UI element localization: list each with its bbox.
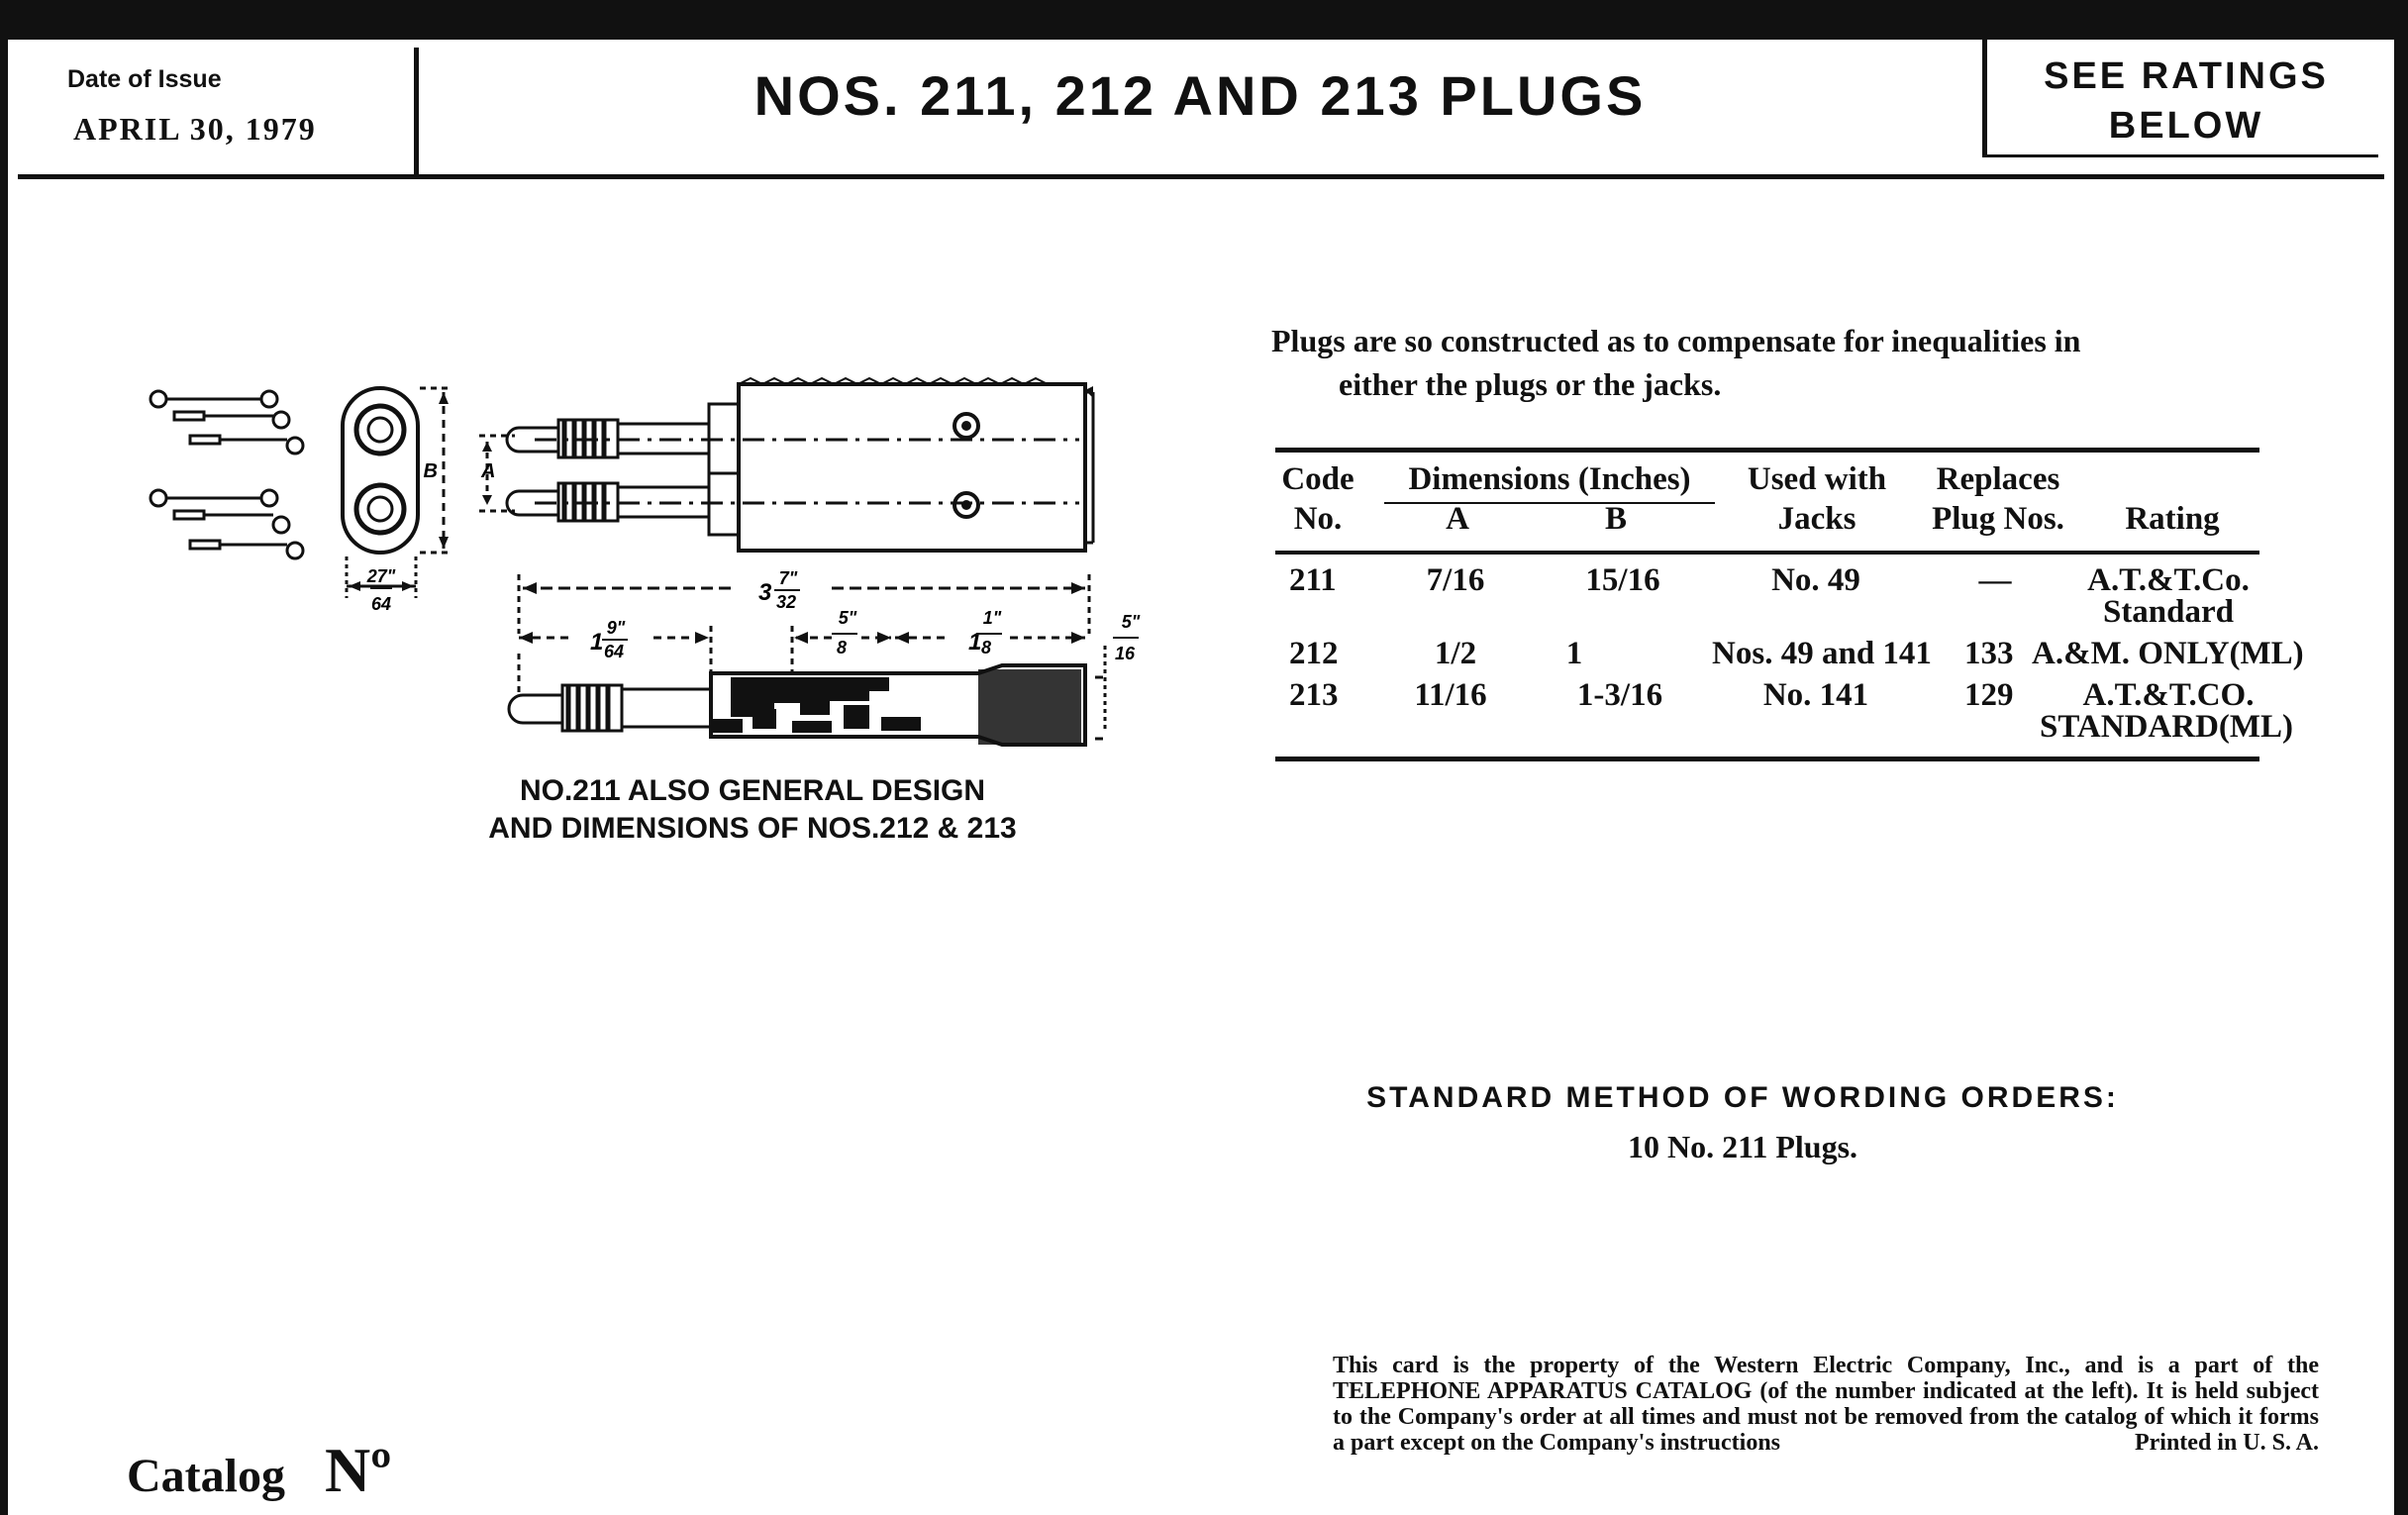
drawing-caption (436, 772, 1069, 848)
scan-border-right (2394, 0, 2408, 1515)
dim-seg1-whole: 1 (590, 629, 604, 656)
row-211-b: 15/16 (1585, 562, 1660, 598)
date-of-issue-value: APRIL 30, 1979 (73, 111, 317, 147)
dim-seg1-den: 64 (603, 642, 625, 661)
ordering-example: 10 No. 211 Plugs. (1627, 1129, 1858, 1164)
ordering-heading: STANDARD METHOD OF WORDING ORDERS: (1366, 1081, 2119, 1114)
row-213-a: 11/16 (1414, 677, 1487, 713)
header-divider-right (1982, 40, 1987, 156)
intro-line-1: Plugs are so constructed as to compensate for inequalities in (1271, 323, 2081, 358)
row-212-replaces: 133 (1964, 636, 2014, 671)
header-code-2: No. (1293, 501, 1343, 537)
row-212-b: 1 (1565, 636, 1583, 671)
row-213-b: 1-3/16 (1576, 677, 1663, 713)
dim-seg2-num: 5" (838, 608, 857, 628)
dim-seg2-den: 8 (836, 638, 848, 657)
dim-length-whole: 3 (758, 579, 772, 606)
header-used-2: Jacks (1777, 501, 1856, 537)
intro-paragraph (1271, 319, 2281, 406)
dim-seg4-den: 16 (1114, 644, 1136, 663)
row-211-rating-2: Standard (2102, 594, 2235, 630)
dim-length-num: 7" (778, 568, 798, 588)
row-212-code: 212 (1289, 636, 1339, 671)
page-title: NOS. 211, 212 AND 213 PLUGS (753, 64, 1647, 127)
dim-label-a: A (481, 460, 496, 482)
dim-width-num: 27" (366, 566, 396, 586)
row-211-jacks: No. 49 (1771, 562, 1860, 598)
dim-width-den: 64 (370, 594, 392, 614)
dim-seg1-num: 9" (606, 618, 626, 638)
dim-seg4-num: 5" (1121, 612, 1141, 632)
dim-seg3-num: 1" (982, 608, 1002, 628)
plug-drawing (0, 0, 1188, 772)
drawing-caption-line-2: AND DIMENSIONS OF NOS.212 & 213 (488, 812, 1017, 845)
ownership-notice-text: This card is the property of the Western Electric Company, Inc., and is a part of the TELEPHONE APPARATUS CATALOG (of the number indicated at the left). It is held subject to the Company's order at all times and must not be removed from the catalog of which it forms a part except on the Company's instructions (1333, 1353, 2319, 1456)
table-bottom-rule (1275, 757, 2259, 761)
row-213-code: 213 (1289, 677, 1339, 713)
header-ratings-rule (1982, 154, 2378, 157)
row-212-a: 1/2 (1434, 636, 1477, 671)
printed-in-usa: Printed in U. S. A. (2134, 1430, 2319, 1456)
table-header-rule (1275, 551, 2259, 555)
dim-seg3-den: 8 (980, 638, 992, 657)
ratings-line-1: SEE RATINGS (2044, 55, 2329, 97)
table-top-rule (1275, 448, 2259, 453)
row-211-a: 7/16 (1426, 562, 1485, 598)
catalog-label: Catalog (127, 1450, 285, 1502)
row-213-rating-2: STANDARD(ML) (2040, 709, 2294, 745)
ratings-note (1988, 51, 2384, 151)
intro-line-2: either the plugs or the jacks. (1339, 366, 1722, 402)
row-213-rating-1: A.T.&T.CO. (2082, 677, 2255, 713)
catalog-no-mark: Nº (324, 1435, 392, 1505)
row-213-jacks: No. 141 (1762, 677, 1869, 713)
row-212-jacks: Nos. 49 and 141 (1712, 636, 1932, 671)
row-213-replaces: 129 (1964, 677, 2014, 713)
header-replaces-2: Plug Nos. (1932, 501, 2064, 537)
date-of-issue-label: Date of Issue (67, 65, 222, 93)
header-code-1: Code (1281, 461, 1354, 497)
catalog-number (127, 1434, 391, 1507)
ratings-line-2: BELOW (2108, 105, 2264, 147)
dim-label-b: B (423, 460, 438, 482)
ownership-notice (1333, 1353, 2319, 1456)
header-dim-a: A (1446, 501, 1469, 537)
header-dim-b: B (1604, 501, 1627, 537)
row-211-replaces: — (1978, 562, 2012, 598)
row-211-rating-1: A.T.&T.Co. (2087, 562, 2250, 598)
header-dimensions: Dimensions (Inches) (1408, 461, 1691, 497)
header-replaces-1: Replaces (1936, 461, 2060, 497)
drawing-caption-line-1: NO.211 ALSO GENERAL DESIGN (519, 774, 986, 807)
dim-length-den: 32 (775, 592, 797, 612)
row-212-rating-1: A.&M. ONLY(ML) (2032, 636, 2304, 671)
dim-seg3-whole: 1 (968, 629, 982, 656)
row-211-code: 211 (1289, 562, 1337, 598)
header-used-1: Used with (1747, 461, 1887, 497)
header-rating: Rating (2125, 501, 2220, 537)
